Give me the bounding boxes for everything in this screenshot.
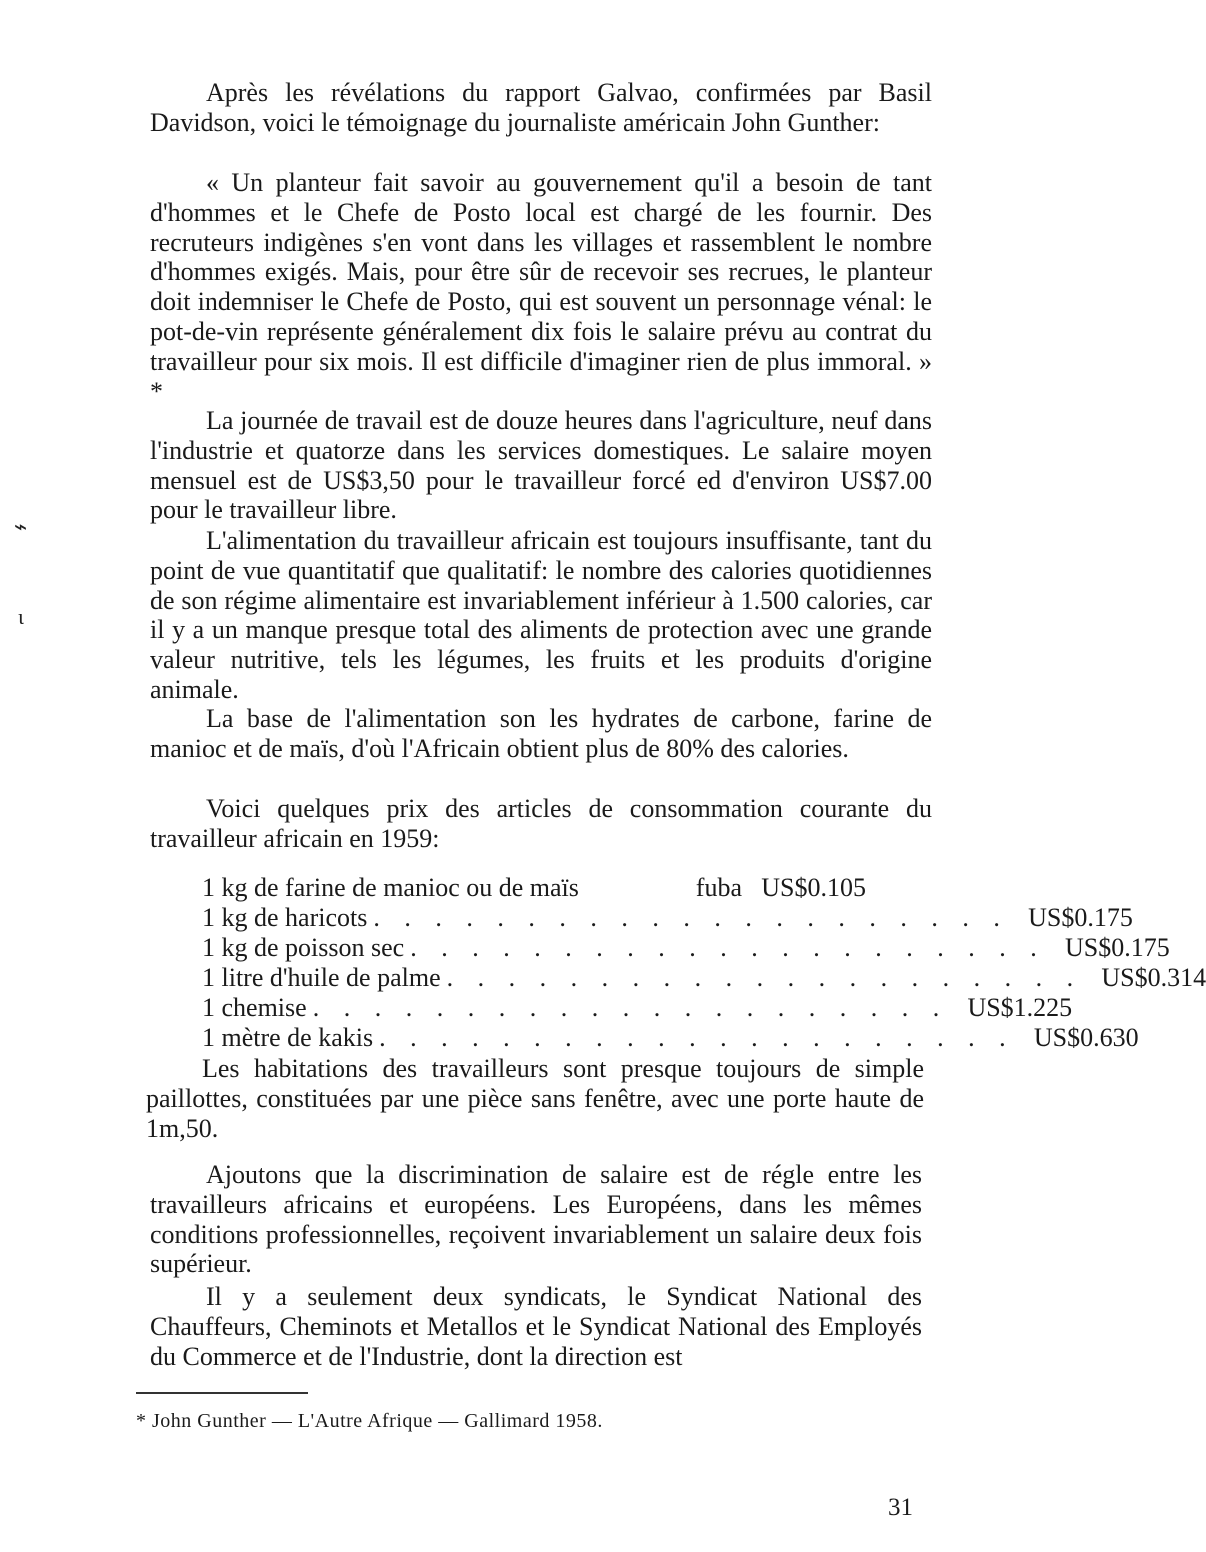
price-row [202,903,1133,933]
price-item: 1 kg de haricots [202,903,368,932]
price-item: 1 litre d'huile de palme [202,963,441,992]
leader-dots: . . . . . . . . . . . . . . . . . . . . . [410,933,1046,962]
footnote: * John Gunther — L'Autre Afrique — Gallimard 1958. [136,1410,603,1432]
paragraph-syndicats: Il y a seulement deux syndicats, le Syndicat National des Chauffeurs, Cheminots et Metallos et le Syndicat National des Employés du Commerce et de l'Industrie, dont la direction est [150,1282,922,1371]
price-item: 1 kg de farine de manioc ou de maïs [202,873,579,902]
paragraph-intro: Après les révélations du rapport Galvao, confirmées par Basil Davidson, voici le témoignage du journaliste américain John Gunther: [150,78,932,137]
price-value: US$0.630 [1033,1023,1139,1052]
margin-mark-icon: ɩ [18,604,24,629]
paragraph-alimentation: L'alimentation du travailleur africain est toujours insuffisante, tant du point de vue quantitatif que qualitatif: le nombre des calories quotidiennes de son régime alimentaire est invariablement inférieur à 1.500 calories, car il y a un manque presque total des aliments de protection avec une grande valeur nutritive, tels les légumes, les fruits et les produits d'origine animale. [150,526,932,704]
price-value: US$0.175 [1064,933,1170,962]
leader-dots: . . . . . . . . . . . . . . . . . . . . . [379,1023,1015,1052]
price-row [202,933,1170,963]
leader-dots: . . . . . . . . . . . . . . . . . . . . . [312,993,949,1022]
margin-mark-icon: ⌁ [14,514,28,539]
price-item: 1 kg de poisson sec [202,933,405,962]
price-row [202,993,1073,1023]
paragraph-habitations: Les habitations des travailleurs sont presque toujours de simple paillottes, constituées par une pièce sans fenêtre, avec une porte haute de 1m,50. [146,1054,924,1143]
price-unit: fuba [695,873,742,902]
price-row [202,1023,1139,1053]
footnote-rule [136,1392,308,1394]
leader-dots: . . . . . . . . . . . . . . . . . . . . . [373,903,1009,932]
price-value: US$0.105 [761,873,866,902]
page-number: 31 [888,1494,913,1521]
paragraph-prices-intro: Voici quelques prix des articles de consommation courante du travailleur africain en 1959: [150,794,932,853]
leader-dots: . . . . . . . . . . . . . . . . . . . . . [446,963,1083,992]
paragraph-quote: « Un planteur fait savoir au gouvernement qu'il a besoin de tant d'hommes et le Chefe de Posto local est chargé de les fournir. Des recruteurs indigènes s'en vont dans les villages et rassemblent le nombre d'hommes exigés. Mais, pour être sûr de recevoir ses recrues, le planteur doit indemniser le Chefe de Posto, qui est souvent un personnage vénal: le pot-de-vin représente généralement dix fois le salaire prévu au contrat du travailleur pour six mois. Il est difficile d'imaginer rien de plus immoral. » * [150,168,932,406]
paragraph-discrimination: Ajoutons que la discrimination de salaire est de régle entre les travailleurs africains et européens. Les Européens, dans les mêmes conditions professionnelles, reçoivent invariablement un salaire deux fois supérieur. [150,1160,922,1279]
price-row [202,873,866,903]
price-value: US$0.175 [1028,903,1133,932]
paragraph-base-alimentation: La base de l'alimentation son les hydrates de carbone, farine de manioc et de maïs, d'où l'Africain obtient plus de 80% des calories. [150,704,932,763]
price-item: 1 chemise [202,993,307,1022]
price-value: US$1.225 [967,993,1073,1022]
paragraph-workday: La journée de travail est de douze heures dans l'agriculture, neuf dans l'industrie et quatorze dans les services domestiques. Le salaire moyen mensuel est de US$3,50 pour le travailleur forcé ed d'environ US$7.00 pour le travailleur libre. [150,406,932,525]
price-list [202,873,1206,1053]
price-row [202,963,1206,993]
price-value: US$0.314 [1101,963,1206,992]
price-item: 1 mètre de kakis [202,1023,374,1052]
